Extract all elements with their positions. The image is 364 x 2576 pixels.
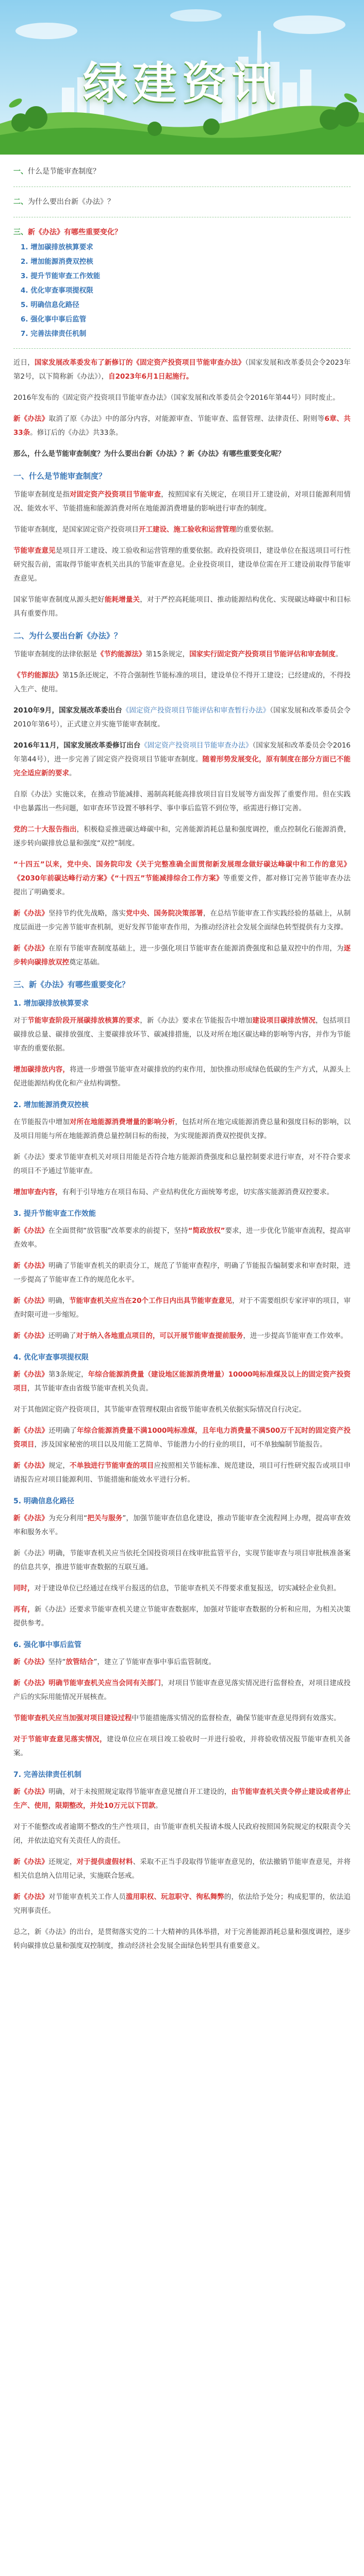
section-paragraph: 节能审查制度的法律依据是《节约能源法》第15条规定，国家实行固定资产投资项目节能评估和审查制度。 [13, 650, 343, 658]
section-title: 一、什么是节能审查制度？ [13, 471, 107, 481]
section-paragraph: 2016年11月，国家发展改革委修订出台《固定资产投资项目节能审查办法》（国家发展和改革委员会令2016年第44号），进一步完善了固定资产投资项目节能审查制度。随着形势发展变化，原有制度在部分方面已不能完全适应新的要求。 [13, 741, 351, 777]
section-paragraph: 新《办法》要求节能审查机关对项目用能是否符合地方能源消费强度和总量控制要求进行审查，对不符合要求的项目不予通过节能审查。 [13, 1153, 351, 1175]
section-title: 三、新《办法》有哪些重要变化？ [13, 980, 130, 989]
section-paragraph: 同时，对于建设单位已经通过在线平台报送的信息，节能审查机关不得要求重复报送，切实减轻企业负担。 [13, 1584, 341, 1592]
section-paragraph: 新《办法》坚持节约优先战略，落实党中央、国务院决策部署，在总结节能审查工作实践经验的基础上，从制度层面进一步完善节能审查机制，更好发挥节能审查作用，为推动经济社会发展全面绿色转型提供有力支撑。 [13, 909, 351, 931]
section-paragraph: 增加审查内容，有利于引导地方在项目布局、产业结构优化方面统筹考虑，切实落实能源消费双控要求。 [13, 1188, 334, 1196]
intro-paragraph: 新《办法》取消了原《办法》中的部分内容，对能源审查、节能审查、监督管理、法律责任、附则等6章、共33条。修订后的《办法》共33条。 [13, 415, 351, 437]
toc-sub-item: 3. 提升节能审查工作效能 [21, 272, 101, 280]
toc-sub-item: 4. 优化审查事项提权限 [21, 286, 93, 295]
section-paragraph: 新《办法》为充分利用“把关与服务”，加强节能审查信息化建设，推动节能审查全流程网上办理，提高审查效率和服务水平。 [13, 1514, 351, 1536]
section-paragraph: 新《办法》明确，节能审查机关应当在20个工作日内出具节能审查意见，对于不需要组织专家评审的项目，审查时限可进一步缩短。 [13, 1297, 351, 1319]
toc-question-3: 三、新《办法》有哪些重要变化？ [13, 228, 122, 236]
banner-title: 绿建资讯 [83, 58, 281, 109]
subsection-title: 6. 强化事中事后监管 [13, 1641, 81, 1649]
toc-sub-item: 2. 增加能源消费双控核 [21, 258, 93, 266]
toc-sub-item: 1. 增加碳排放核算要求 [21, 243, 93, 251]
section-paragraph: 新《办法》对节能审查机关工作人员滥用职权、玩忽职守、徇私舞弊的，依法给予处分；构成犯罪的，依法追究刑事责任。 [13, 1893, 351, 1915]
section-paragraph: 总之，新《办法》的出台，是贯彻落实党的二十大精神的具体举措，对于完善能源消耗总量和强度调控，逐步转向碳排放总量和强度双控制度，推动经济社会发展全面绿色转型具有重要意义。 [13, 1928, 351, 1950]
toc-sub-item: 6. 强化事中事后监管 [21, 315, 87, 324]
subsection-title: 1. 增加碳排放核算要求 [13, 999, 89, 1008]
question-list [13, 164, 351, 349]
section-paragraph: 节能审查机关应当加强对项目建设过程中节能措施落实情况的监督检查，确保节能审查意见得到有效落实。 [13, 1714, 341, 1722]
section-paragraph: 在节能报告中增加对所在地能源消费增量的影响分析，包括对所在地完成能源消费总量和强度目标的影响，以及项目用能与所在地能源消费总量控制目标的衔接，为实现能源消费双控提供支撑。 [13, 1118, 351, 1140]
divider [13, 348, 351, 349]
header-banner [0, 0, 364, 155]
section-paragraph: 《节约能源法》第15条还规定，不符合强制性节能标准的项目，建设单位不得开工建设；已经建成的，不得投入生产、使用。 [13, 671, 351, 693]
section-paragraph: 新《办法》还规定，对于提供虚假材料、采取不正当手段取得节能审查意见的，依法撤销节能审查意见，并将相关信息纳入信用记录，实施联合惩戒。 [13, 1858, 351, 1880]
section-paragraph: 增加碳排放内容，将进一步增强节能审查对碳排放的约束作用，加快推动形成绿色低碳的生产方式，从源头上促进能源结构优化和产业结构调整。 [13, 1065, 351, 1088]
section-paragraph: 新《办法》明确，对于未按照规定取得节能审查意见擅自开工建设的，由节能审查机关责令停止建设或者停止生产、使用，限期整改，并处10万元以下罚款。 [13, 1788, 351, 1810]
section-paragraph: “十四五”以来，党中央、国务院印发《关于完整准确全面贯彻新发展理念做好碳达峰碳中和工作的意见》《2030年前碳达峰行动方案》《“十四五”节能减排综合工作方案》等重要文件，都对修订完善节能审查办法提出了明确要求。 [13, 860, 351, 896]
toc-sub-item: 5. 明确信息化路径 [21, 301, 79, 309]
section-paragraph: 新《办法》在原有节能审查制度基础上，进一步强化项目节能审查在能源消费强度和总量双控中的作用，为逐步转向碳排放双控奠定基础。 [13, 944, 351, 967]
section-paragraph: 自原《办法》实施以来，在推动节能减排、遏制高耗能高排放项目盲目发展等方面发挥了重要作用。但在实践中也暴露出一些问题，如审查环节设置不够科学、事中事后监管不到位等，亟需进行修订完善。 [13, 790, 351, 812]
section-title: 二、为什么要出台新《办法》？ [13, 631, 122, 640]
section-paragraph: 对于节能审查意见落实情况，建设单位应在项目竣工验收时一并进行验收，并将验收情况报节能审查机关备案。 [13, 1735, 351, 1757]
section-paragraph: 新《办法》还明确了年综合能源消费量不满1000吨标准煤，且年电力消费量不满500万千瓦时的固定资产投资项目，涉及国家秘密的项目以及用能工艺简单、节能潜力小的行业的项目，可不单独编制节能报告。 [13, 1427, 351, 1449]
subsection-title: 5. 明确信息化路径 [13, 1497, 74, 1505]
section-paragraph: 节能审查制度是指对固定资产投资项目节能审查，按照国家有关规定，在项目开工建设前，对项目能源利用情况、能效水平、节能措施和能源消费对所在地能源消费增量的影响进行审查的制度。 [13, 490, 351, 513]
section-paragraph: 新《办法》坚持“放管结合”，建立了节能审查事中事后监管制度。 [13, 1658, 216, 1666]
section-paragraph: 党的二十大报告指出，积极稳妥推进碳达峰碳中和，完善能源消耗总量和强度调控，重点控制化石能源消费，逐步转向碳排放总量和强度“双控”制度。 [13, 825, 351, 848]
section-paragraph: 再有，新《办法》还要求节能审查机关建立节能审查数据库，加强对节能审查数据的分析和应用，为相关决策提供参考。 [13, 1605, 351, 1628]
section-paragraph: 新《办法》明确节能审查机关应当会同有关部门，对项目节能审查意见落实情况进行监督检查，对项目建成投产后的实际用能情况开展核查。 [13, 1679, 351, 1701]
subsection-title: 3. 提升节能审查工作效能 [13, 1210, 96, 1218]
section-paragraph: 新《办法》第3条规定，年综合能源消费量（建设地区能源消费增量）10000吨标准煤及以上的固定资产投资项目，其节能审查由省级节能审查机关负责。 [13, 1370, 351, 1393]
intro-paragraph: 2016年发布的《固定资产投资项目节能审查办法》（国家发展和改革委员会令2016年第44号）同时废止。 [13, 394, 340, 402]
section-paragraph: 新《办法》还明确了对于纳入各地重点项目的，可以开展节能审查提前服务，进一步提高节能审查工作效率。 [13, 1332, 348, 1340]
section-paragraph: 新《办法》明确了节能审查机关的职责分工，规范了节能审查程序，明确了节能报告编制要求和审查时限，进一步提高了节能审查工作的规范化水平。 [13, 1262, 351, 1284]
toc-question-2: 二、为什么要出台新《办法》？ [13, 198, 114, 206]
toc-sub-item: 7. 完善法律责任机制 [21, 330, 87, 338]
subsection-title: 4. 优化审查事项提权限 [13, 1353, 89, 1362]
section-paragraph: 节能审查制度，是国家固定资产投资项目开工建设、施工验收和运营管理的重要依据。 [13, 526, 278, 534]
section-paragraph: 新《办法》在全面贯彻“放管服”改革要求的前提下，坚持“简政放权”要求，进一步优化节能审查流程，提高审查效率。 [13, 1227, 351, 1249]
section-paragraph: 对于其他固定资产投资项目，其节能审查管理权限由省级节能审查机关依据实际情况自行决定。 [13, 1405, 306, 1414]
section-paragraph: 2010年9月，国家发展改革委出台《固定资产投资项目节能评估和审查暂行办法》（国家发展和改革委员会令2010年第6号），正式建立并实施节能审查制度。 [13, 706, 351, 728]
section-paragraph: 新《办法》明确，节能审查机关应当依托全国投资项目在线审批监管平台，实现节能审查与项目审批核准备案的信息共享，推进节能审查数据的互联互通。 [13, 1549, 351, 1571]
intro-question: 那么，什么是节能审查制度？为什么要出台新《办法》？新《办法》有哪些重要变化呢？ [13, 450, 285, 458]
section-paragraph: 新《办法》规定，不单独进行节能审查的项目应按照相关节能标准、规范建设，项目可行性研究报告或项目申请报告应对项目能源利用、节能措施和能效水平进行分析。 [13, 1462, 351, 1484]
section-paragraph: 节能审查意见是项目开工建设、竣工验收和运营管理的重要依据。政府投资项目，建设单位在报送项目可行性研究报告前，需取得节能审查机关出具的节能审查意见。企业投资项目，建设单位需在开工建设前取得节能审查意见。 [13, 547, 351, 583]
article-body [0, 164, 364, 1953]
toc-question-1: 一、什么是节能审查制度？ [13, 167, 100, 176]
section-paragraph: 对于节能审查阶段开展碳排放核算的要求，新《办法》要求在节能报告中增加建设项目碳排放情况，包括项目碳排放总量、碳排放强度、主要碳排放环节、碳减排措施，以及对所在地区碳达峰的影响等内容，并作为节能审查的重要依据。 [13, 1016, 351, 1053]
section-paragraph: 对于不能整改或者逾期不整改的生产性项目，由节能审查机关报请本级人民政府按照国务院规定的权限责令关闭，并依法追究有关责任人的责任。 [13, 1823, 351, 1845]
intro-paragraph: 近日，国家发展改革委发布了新修订的《固定资产投资项目节能审查办法》（国家发展和改革委员会令2023年第2号，以下简称新《办法》），自2023年6月1日起施行。 [13, 359, 351, 381]
section-paragraph: 国家节能审查制度从源头把好能耗增量关，对于严控高耗能项目、推动能源结构优化、实现碳达峰碳中和目标具有重要作用。 [13, 596, 351, 618]
subsection-title: 2. 增加能源消费双控核 [13, 1101, 89, 1109]
subsection-title: 7. 完善法律责任机制 [13, 1771, 81, 1779]
